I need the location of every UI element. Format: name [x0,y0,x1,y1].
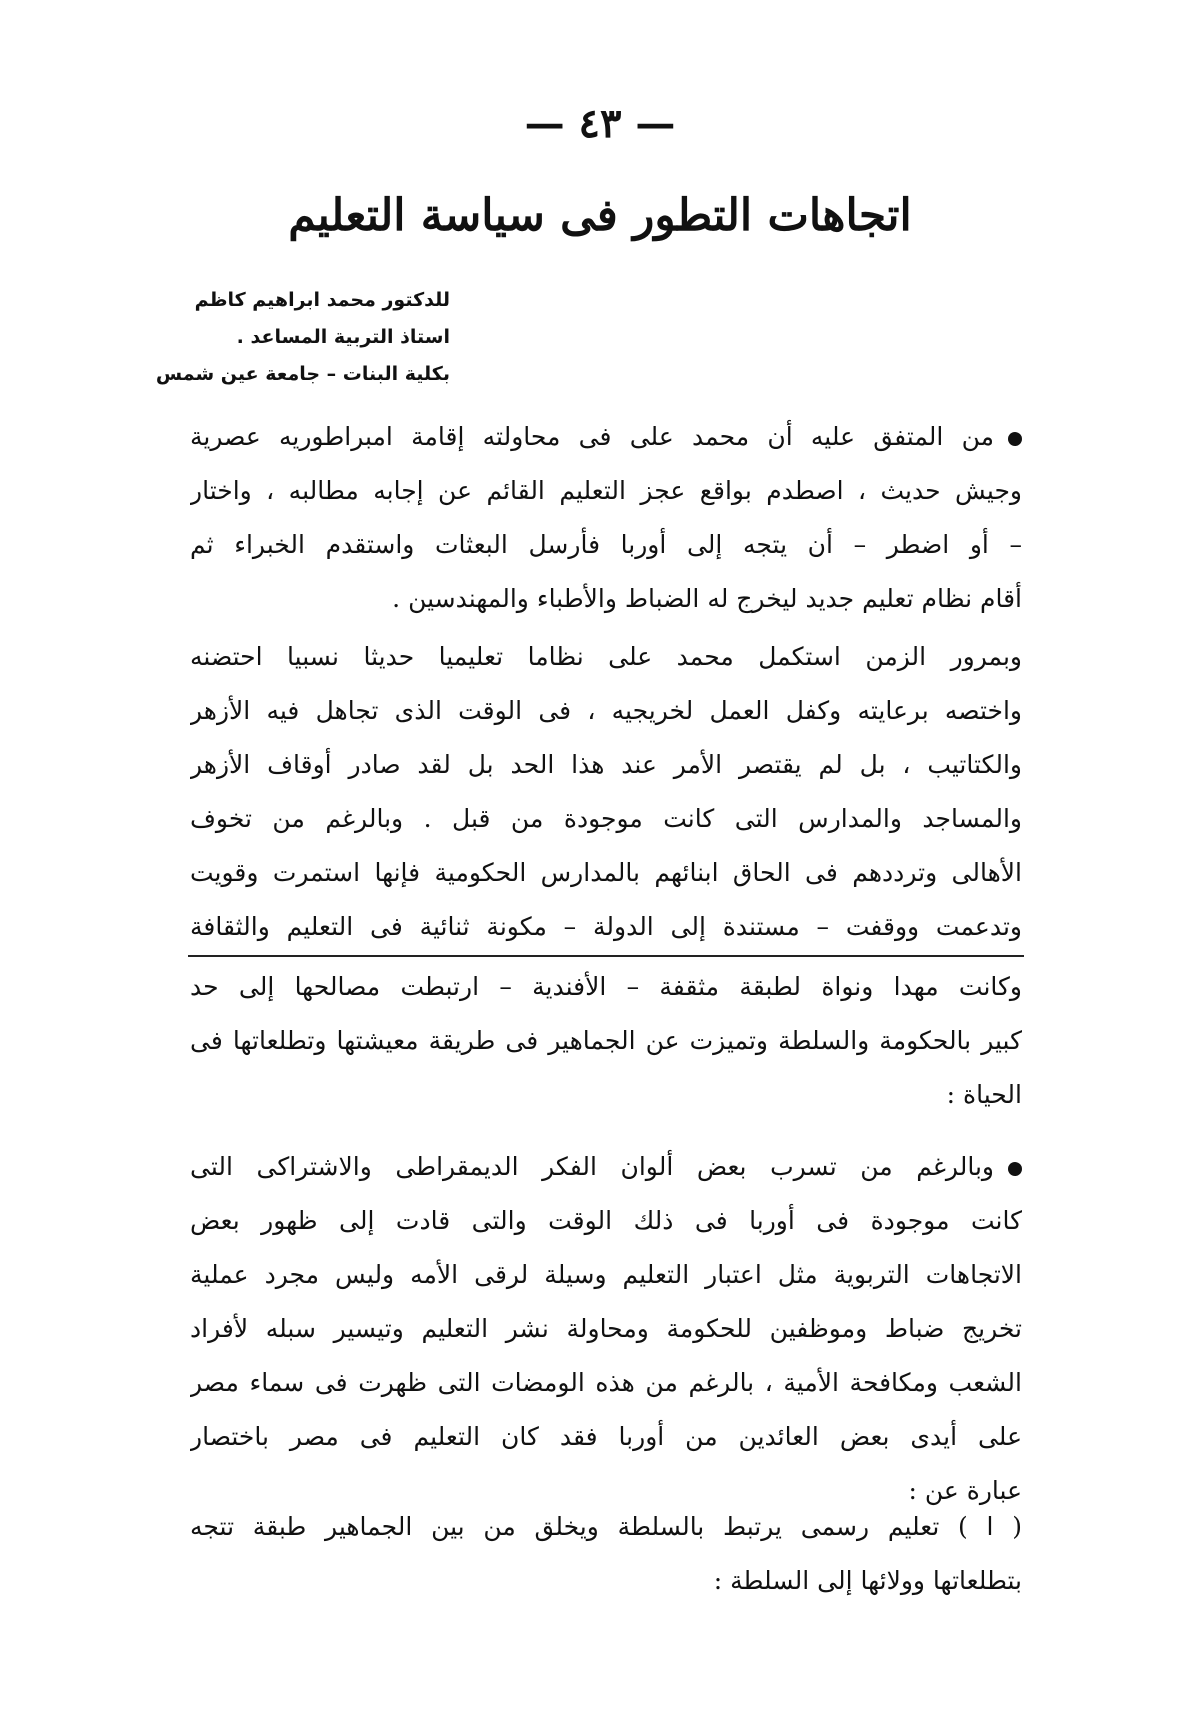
paragraph-line: تخريج ضباط وموظفين للحكومة ومحاولة نشر التعليم وتيسير سبله لأفراد [190,1314,1022,1343]
horizontal-rule [188,955,1024,957]
paragraph-line: وتدعمت ووقفت – مستندة إلى الدولة – مكونة ثنائية فى التعليم والثقافة [190,912,1022,941]
paragraph-1 [190,410,1022,626]
paragraph-line: واختصه برعايته وكفل العمل لخريجيه ، فى الوقت الذى تجاهل فيه الأزهر [190,696,1022,725]
paragraph-line: الاتجاهات التربوية مثل اعتبار التعليم وسيلة لرقى الأمه وليس مجرد عملية [190,1260,1022,1289]
paragraph-line: الحياة : [946,1080,1022,1109]
paragraph-line: على أيدى بعض العائدين من أوربا فقد كان التعليم فى مصر باختصار [190,1422,1022,1451]
paragraph-3 [190,960,1022,1122]
paragraph-line: والمساجد والمدارس التى كانت موجودة من قبل . وبالرغم من تخوف [190,804,1022,833]
article-title: اتجاهات التطور فى سياسة التعليم [288,190,912,241]
paragraph-line: الأهالى وترددهم فى الحاق ابنائهم بالمدارس الحكومية فإنها استمرت وقويت [190,858,1022,887]
bullet-icon [1008,432,1022,446]
paragraph-line: الشعب ومكافحة الأمية ، بالرغم من هذه الومضات التى ظهرت فى سماء مصر [190,1368,1022,1397]
paragraph-4 [190,1140,1022,1518]
list-item-line: ( ا ) تعليم رسمى يرتبط بالسلطة ويخلق من بين الجماهير طبقة تتجه [190,1512,1022,1541]
bullet-icon [1008,1162,1022,1176]
page-number: — ٤٣ — [524,100,676,147]
paragraph-line: كبير بالحكومة والسلطة وتميزت عن الجماهير فى طريقة معيشتها وتطلعاتها فى [190,1026,1022,1055]
list-item-line: بتطلعاتها وولائها إلى السلطة : [713,1566,1022,1595]
paragraph-2 [190,630,1022,954]
paragraph-line: وبمرور الزمن استكمل محمد على نظاما تعليميا حديثا نسبيا احتضنه [190,642,1022,671]
author-name: للدكتور محمد ابراهيم كاظم [194,289,450,311]
paragraph-line: – أو اضطر – أن يتجه إلى أوربا فأرسل البعثات واستقدم الخبراء ثم [190,530,1022,559]
paragraph-line: من المتفق عليه أن محمد على فى محاولته إقامة امبراطوريه عصرية [190,410,1022,464]
author-block [120,282,450,393]
paragraph-line: والكتاتيب ، بل لم يقتصر الأمر عند هذا الحد بل لقد صادر أوقاف الأزهر [190,750,1022,779]
list-item [190,1500,1022,1608]
paragraph-line: كانت موجودة فى أوربا فى ذلك الوقت والتى قادت إلى ظهور بعض [190,1206,1022,1235]
paragraph-line: أقام نظام تعليم جديد ليخرج له الضباط والأطباء والمهندسين . [392,584,1022,613]
paragraph-line: وجيش حديث ، اصطدم بواقع عجز التعليم القائم عن إجابه مطالبه ، واختار [190,476,1022,505]
paragraph-line: وكانت مهدا ونواة لطبقة مثقفة – الأفندية – ارتبطت مصالحها إلى حد [190,972,1022,1001]
author-position: استاذ التربية المساعد . [236,326,450,348]
author-institution: بكلية البنات – جامعة عين شمس [155,363,450,385]
paragraph-line: وبالرغم من تسرب بعض ألوان الفكر الديمقراطى والاشتراكى التى [190,1140,1022,1194]
paragraph-line: عبارة عن : [908,1476,1022,1505]
